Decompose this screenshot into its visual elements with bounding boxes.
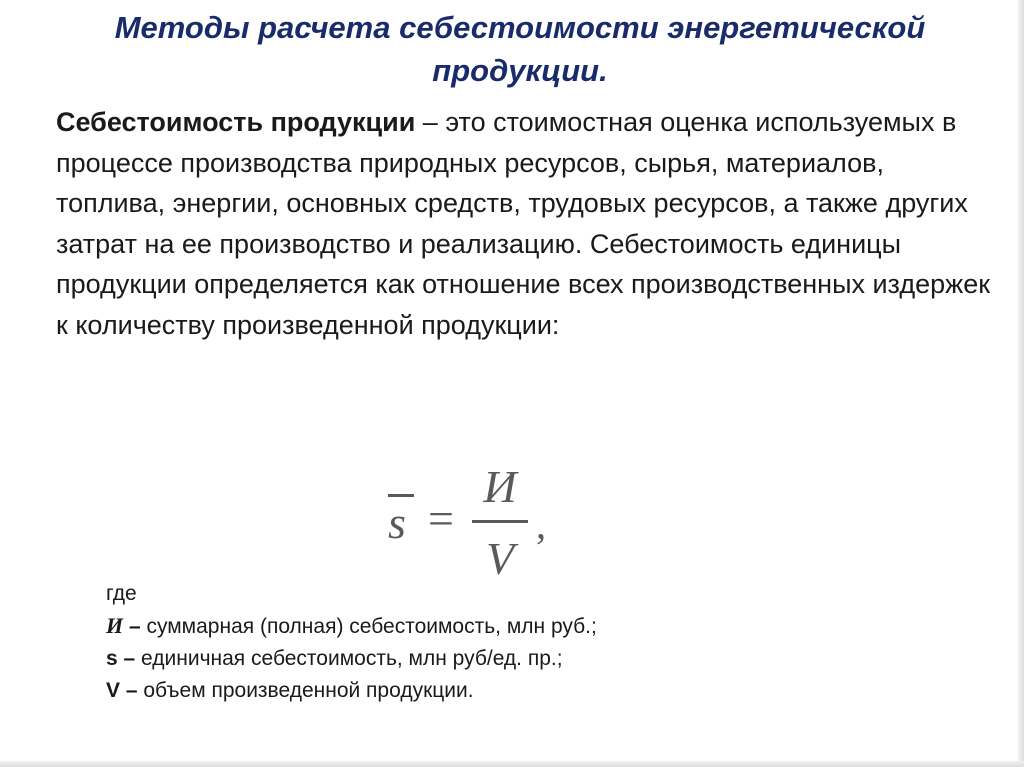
slide-right-edge [1018,0,1024,767]
formula-denominator: V [485,533,515,584]
definition-term: Себестоимость продукции [56,107,416,137]
legend-text: единичная себестоимость, млн руб/ед. пр.; [141,647,563,670]
legend-dash: – [117,647,142,670]
legend-dash: – [120,679,144,702]
slide-bottom-edge [0,761,1024,767]
formula-numerator: И [483,461,517,512]
formula-comma: , [536,502,546,547]
legend-text: суммарная (полная) себестоимость, млн руб.; [146,615,597,638]
definition-body: – это стоимостная оценка используемых в процессе производства природных ресурсов, сырья, материалов, топлива, энергии, основных средств, трудовых ресурсов, а также других затрат на ее производство и реализацию. Себестоимость единицы продукции определяется как отношение всех производственных издержек к количеству произведенной продукции: [56,107,991,340]
formula-fraction-bar [472,520,528,523]
legend-item [106,643,966,675]
legend-symbol: И [106,613,124,638]
legend-item [106,610,966,643]
legend-symbol: s [106,647,118,670]
legend-intro: где [106,582,137,605]
definition-paragraph [56,102,996,345]
legend-symbol: V [106,679,121,702]
formula-equals: = [428,493,454,544]
slide-title-line-2: продукции. [432,53,608,88]
formula-legend [106,578,966,707]
cost-formula [384,460,564,590]
legend-text: объем произведенной продукции. [143,679,474,702]
slide-title [20,6,1020,92]
formula-lhs: s [388,497,406,548]
legend-item [106,675,966,707]
slide-title-line-1: Методы расчета себестоимости энергетической [114,10,926,45]
legend-dash: – [123,615,147,638]
